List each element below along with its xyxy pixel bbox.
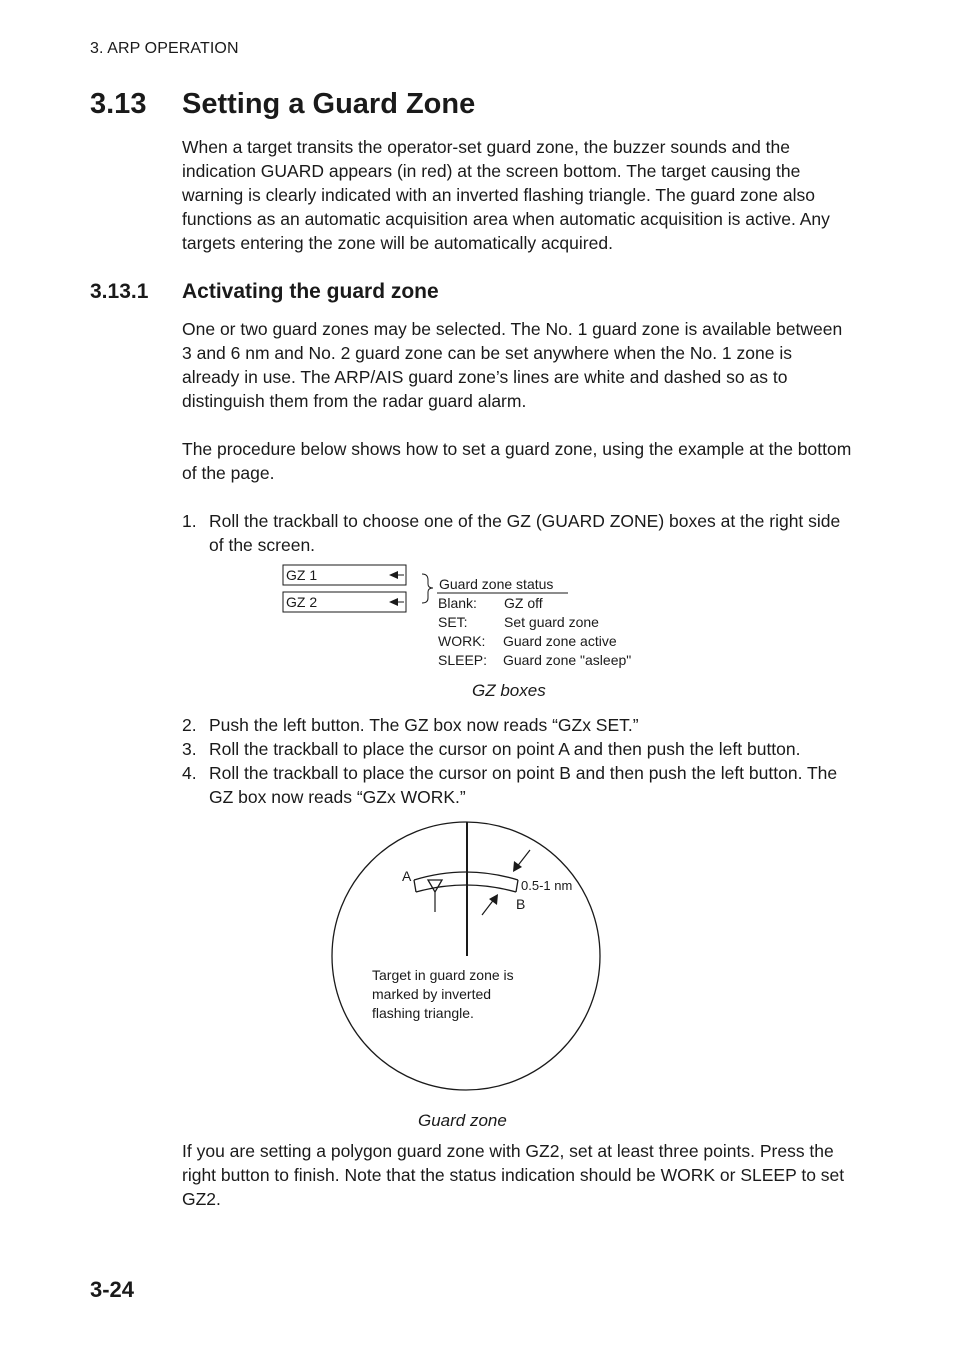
status-desc: GZ off (504, 595, 543, 611)
range-label: 0.5-1 nm (521, 878, 573, 893)
subsection-number: 3.13.1 (90, 280, 149, 303)
point-b-label: B (516, 896, 526, 912)
step-item (182, 737, 852, 761)
target-note-line: Target in guard zone is (372, 967, 514, 983)
zone-edge-a (414, 880, 416, 892)
point-a-label: A (402, 868, 412, 884)
status-key: Blank: (438, 595, 477, 611)
section-number: 3.13 (90, 88, 147, 120)
step-number: 4. (182, 763, 197, 783)
intro-paragraph: When a target transits the operator-set guard zone, the buzzer sounds and the indication GUARD appears (in red) at the screen bottom. The target causing the warning is clearly indicated with an inverted flashing triangle. The guard zone also functions as an automatic acquisition area when automatic acquisition is active. Any targets entering the zone will be automatically acquired. (182, 137, 830, 253)
figure-caption: GZ boxes (472, 681, 546, 700)
step-text: Roll the trackball to place the cursor on point A and then push the left button. (209, 739, 801, 759)
target-note-line: flashing triangle. (372, 1005, 474, 1021)
gz-boxes-figure (270, 560, 690, 680)
step-item (182, 713, 852, 737)
status-brace (422, 574, 433, 603)
zone-edge-b (516, 880, 518, 892)
step-number: 2. (182, 715, 197, 735)
status-desc: Guard zone active (503, 633, 617, 649)
status-key: SLEEP: (438, 652, 488, 668)
status-title: Guard zone status (439, 576, 554, 592)
subsection-title: Activating the guard zone (182, 280, 439, 303)
page-number: 3-24 (90, 1277, 135, 1302)
gz1-label: GZ 1 (286, 567, 318, 583)
status-key: WORK: (438, 633, 486, 649)
status-desc: Set guard zone (504, 614, 599, 630)
step-number: 1. (182, 511, 197, 531)
status-desc: Guard zone "asleep" (503, 652, 632, 668)
subsection-heading (90, 280, 439, 304)
target-note-line: marked by inverted (372, 986, 492, 1002)
section-heading (90, 88, 475, 121)
paragraph: The procedure below shows how to set a guard zone, using the example at the bottom of the page. (182, 439, 852, 483)
step-text: Roll the trackball to choose one of the GZ (GUARD ZONE) boxes at the right side of the screen. (209, 511, 841, 555)
gz1-arrowhead (389, 571, 398, 579)
step-number: 3. (182, 739, 197, 759)
target-triangle-icon (428, 880, 442, 892)
step-item (182, 761, 852, 809)
section-title: Setting a Guard Zone (182, 88, 476, 120)
step-text: Roll the trackball to place the cursor on point B and then push the left button. The GZ box now reads “GZx WORK.” (209, 763, 838, 807)
gz2-label: GZ 2 (286, 594, 318, 610)
paragraph: One or two guard zones may be selected. The No. 1 guard zone is available between 3 and 6 nm and No. 2 guard zone can be set anywhere when the No. 1 zone is already in use. The ARP/AIS guard zone’s lines are white and dashed so as to distinguish them from the radar guard alarm. (182, 319, 843, 411)
running-header: 3. ARP OPERATION (90, 40, 239, 57)
figure-caption: Guard zone (418, 1111, 507, 1130)
closing-paragraph: If you are setting a polygon guard zone with GZ2, set at least three points. Press the right button to finish. Note that the status indication should be WORK or SLEEP to set GZ2. (182, 1141, 845, 1209)
step-item (182, 509, 852, 557)
gz2-arrowhead (389, 598, 398, 606)
step-text: Push the left button. The GZ box now reads “GZx SET.” (209, 715, 639, 735)
guard-zone-figure (320, 812, 615, 1102)
status-key: SET: (438, 614, 468, 630)
